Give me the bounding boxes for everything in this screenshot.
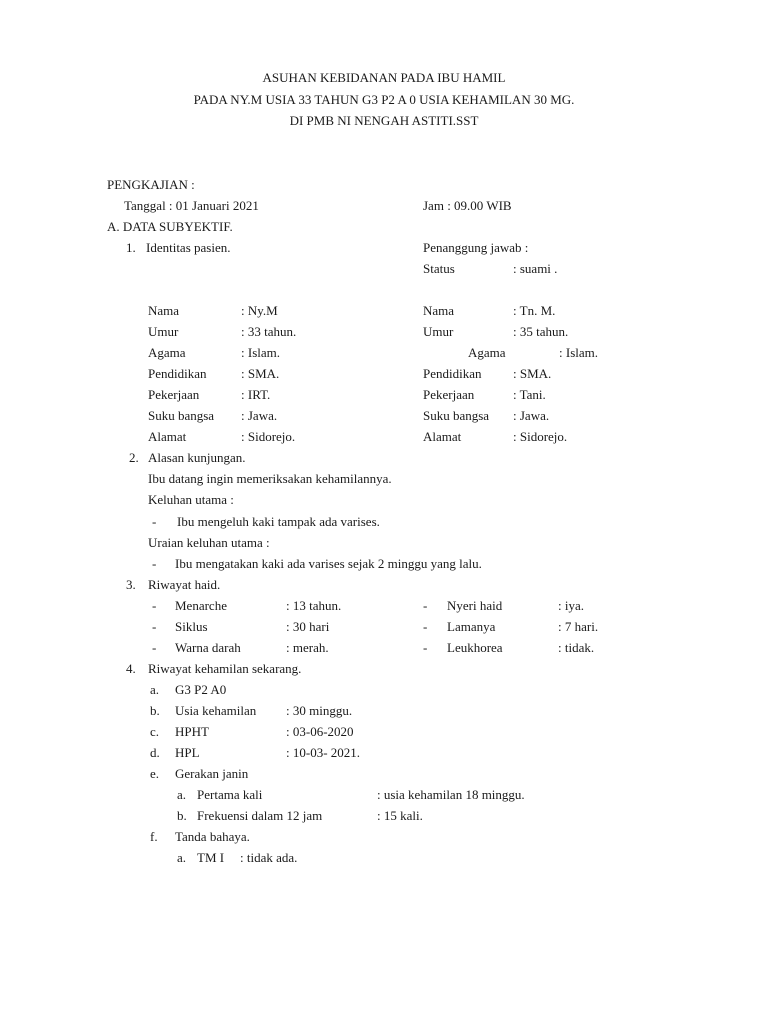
penanggung-jawab-heading: Penanggung jawab : — [423, 240, 529, 255]
item2-label: Alasan kunjungan. — [148, 450, 246, 465]
item1-label: Identitas pasien. — [146, 240, 231, 255]
patient-value: : SMA. — [241, 366, 280, 381]
item3-label: Riwayat haid. — [148, 577, 221, 592]
doc-title-line2: PADA NY.M USIA 33 TAHUN G3 P2 A 0 USIA KEHAMILAN 30 MG. — [193, 92, 575, 107]
item3-number: 3. — [126, 577, 136, 592]
haid-value: : merah. — [286, 640, 329, 655]
doc-title-line3: DI PMB NI NENGAH ASTITI.SST — [289, 113, 479, 128]
item4-number: 4. — [126, 661, 136, 676]
haid-value: : tidak. — [558, 640, 595, 655]
husband-label: Suku bangsa — [423, 408, 490, 423]
usia-kehamilan-value: : 30 minggu. — [286, 703, 353, 718]
hpl-label: HPL — [175, 745, 200, 760]
husband-label: Alamat — [423, 429, 462, 444]
patient-label: Pendidikan — [148, 366, 207, 381]
uraian-heading: Uraian keluhan utama : — [148, 535, 270, 550]
usia-kehamilan-label: Usia kehamilan — [175, 703, 257, 718]
keluhan-text: Ibu mengeluh kaki tampak ada varises. — [177, 514, 380, 529]
haid-label: Lamanya — [447, 619, 496, 634]
list-bullet: - — [423, 640, 428, 655]
hpht-label: HPHT — [175, 724, 209, 739]
sub-sub-letter: a. — [177, 850, 187, 865]
sub-sub-letter: b. — [177, 808, 187, 823]
list-bullet: - — [152, 619, 157, 634]
haid-label: Warna darah — [175, 640, 241, 655]
husband-label: Agama — [468, 345, 506, 360]
alasan-text: Ibu datang ingin memeriksakan kehamilannya. — [148, 471, 392, 486]
keluhan-heading: Keluhan utama : — [148, 492, 234, 507]
list-bullet: - — [423, 598, 428, 613]
haid-label: Nyeri haid — [447, 598, 503, 613]
patient-label: Umur — [148, 324, 179, 339]
hpl-value: : 10-03- 2021. — [286, 745, 361, 760]
patient-value: : 33 tahun. — [241, 324, 297, 339]
pertama-kali-value: : usia kehamilan 18 minggu. — [377, 787, 525, 802]
pertama-kali-label: Pertama kali — [197, 787, 263, 802]
tanda-bahaya-label: Tanda bahaya. — [175, 829, 250, 844]
haid-value: : 13 tahun. — [286, 598, 342, 613]
sub-letter: f. — [150, 829, 158, 844]
haid-label: Siklus — [175, 619, 208, 634]
patient-value: : Sidorejo. — [241, 429, 296, 444]
husband-value: : Tn. M. — [513, 303, 556, 318]
sub-sub-letter: a. — [177, 787, 187, 802]
sub-letter: d. — [150, 745, 160, 760]
husband-label: Umur — [423, 324, 454, 339]
frekuensi-label: Frekuensi dalam 12 jam — [197, 808, 323, 823]
status-value: : suami . — [513, 261, 558, 276]
patient-value: : IRT. — [241, 387, 271, 402]
list-bullet: - — [152, 514, 157, 529]
patient-label: Agama — [148, 345, 186, 360]
item2-number: 2. — [129, 450, 139, 465]
patient-value: : Ny.M — [241, 303, 278, 318]
husband-value: : 35 tahun. — [513, 324, 569, 339]
list-bullet: - — [152, 598, 157, 613]
list-bullet: - — [152, 556, 157, 571]
tm1-value: : tidak ada. — [240, 850, 298, 865]
tm1-label: TM I — [197, 850, 225, 865]
patient-label: Pekerjaan — [148, 387, 200, 402]
doc-title-line1: ASUHAN KEBIDANAN PADA IBU HAMIL — [262, 70, 506, 85]
husband-value: : Jawa. — [513, 408, 550, 423]
patient-value: : Jawa. — [241, 408, 278, 423]
section-a-heading: A. DATA SUBYEKTIF. — [107, 219, 233, 234]
haid-value: : 7 hari. — [558, 619, 599, 634]
husband-label: Nama — [423, 303, 455, 318]
husband-value: : SMA. — [513, 366, 552, 381]
sub-letter: c. — [150, 724, 160, 739]
haid-label: Leukhorea — [447, 640, 503, 655]
hpht-value: : 03-06-2020 — [286, 724, 354, 739]
husband-value: : Tani. — [513, 387, 546, 402]
patient-label: Nama — [148, 303, 180, 318]
pengkajian-heading: PENGKAJIAN : — [107, 177, 195, 192]
haid-value: : iya. — [558, 598, 584, 613]
sub-letter: e. — [150, 766, 160, 781]
husband-label: Pekerjaan — [423, 387, 475, 402]
husband-value: : Islam. — [559, 345, 598, 360]
tanggal-field: Tanggal : 01 Januari 2021 — [124, 198, 259, 213]
patient-value: : Islam. — [241, 345, 280, 360]
status-label: Status — [423, 261, 455, 276]
jam-field: Jam : 09.00 WIB — [423, 198, 512, 213]
patient-label: Alamat — [148, 429, 187, 444]
patient-label: Suku bangsa — [148, 408, 215, 423]
gerakan-janin-label: Gerakan janin — [175, 766, 249, 781]
gravida-value: G3 P2 A0 — [175, 682, 227, 697]
list-bullet: - — [152, 640, 157, 655]
list-bullet: - — [423, 619, 428, 634]
husband-value: : Sidorejo. — [513, 429, 568, 444]
frekuensi-value: : 15 kali. — [377, 808, 423, 823]
haid-label: Menarche — [175, 598, 227, 613]
item1-number: 1. — [126, 240, 136, 255]
item4-label: Riwayat kehamilan sekarang. — [148, 661, 302, 676]
husband-label: Pendidikan — [423, 366, 482, 381]
sub-letter: a. — [150, 682, 160, 697]
uraian-text: Ibu mengatakan kaki ada varises sejak 2 minggu yang lalu. — [175, 556, 482, 571]
sub-letter: b. — [150, 703, 160, 718]
haid-value: : 30 hari — [286, 619, 330, 634]
